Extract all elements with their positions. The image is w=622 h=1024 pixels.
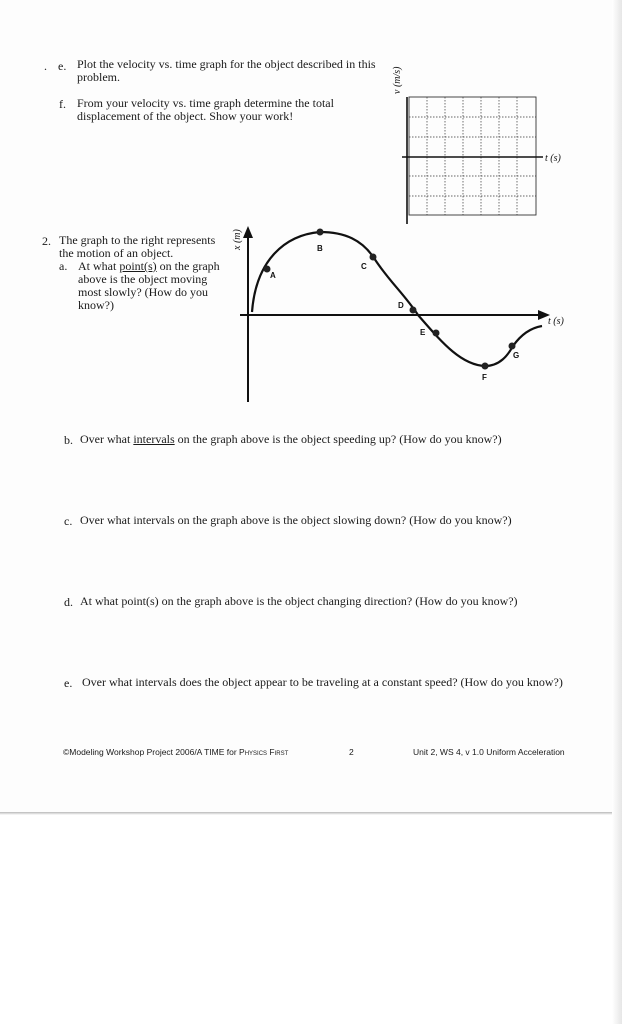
vt-y-label: v (m/s) <box>392 66 403 94</box>
q2d-marker: d. <box>64 595 73 609</box>
point-e-label: E <box>420 328 426 337</box>
q2a-line1-underlined: point(s) <box>119 259 157 273</box>
point-d-label: D <box>398 301 404 310</box>
point-c-dot <box>370 254 377 261</box>
q2a-line2: above is the object moving <box>78 272 208 286</box>
position-curve <box>252 232 542 366</box>
point-d-dot <box>410 307 417 314</box>
xt-x-label: t (s) <box>548 316 564 327</box>
bullet-dot: . <box>44 59 47 73</box>
q2a-marker: a. <box>59 259 68 273</box>
q2b-marker: b. <box>64 433 73 447</box>
q2b-post: on the graph above is the object speeding up? (How do you know?) <box>174 432 502 446</box>
q2b-pre: Over what <box>80 432 134 446</box>
point-f-dot <box>482 363 489 370</box>
q2-number: 2. <box>42 234 51 248</box>
q2-intro-line1: The graph to the right represents <box>59 233 216 247</box>
q2a-line1-pre: At what <box>78 259 120 273</box>
q2e-text: Over what intervals does the object appear to be traveling at a constant speed? (How do you know?) <box>82 675 563 689</box>
point-a-label: A <box>270 271 276 280</box>
q1f-line1: From your velocity vs. time graph determine the total <box>77 96 334 110</box>
q2c-text: Over what intervals on the graph above is the object slowing down? (How do you know?) <box>80 513 512 527</box>
footer-page-number: 2 <box>349 747 354 757</box>
q2c-marker: c. <box>64 514 73 528</box>
q2a-line4: know?) <box>78 298 114 312</box>
point-c-label: C <box>361 262 367 271</box>
footer-unit: Unit 2, WS 4, v 1.0 Uniform Acceleration <box>413 747 565 757</box>
q2a-line1-post: on the graph <box>156 259 220 273</box>
curve-points <box>264 229 520 383</box>
q2b-underlined: intervals <box>133 432 175 446</box>
point-g-dot <box>509 343 516 350</box>
q2d-text: At what point(s) on the graph above is the object changing direction? (How do you know?) <box>80 594 518 608</box>
q2a-line3: most slowly? (How do you <box>78 285 208 299</box>
footer-credit <box>63 747 288 757</box>
q2e-marker: e. <box>64 676 73 690</box>
q1e-marker: e. <box>58 59 67 73</box>
xt-y-label: x (m) <box>232 229 243 250</box>
q1f-marker: f. <box>59 97 66 111</box>
q1f-line2: displacement of the object. Show your work! <box>77 109 294 123</box>
footer-credit-pre: ©Modeling Workshop Project 2006/A TIME for <box>63 747 240 757</box>
q2b-text <box>80 433 502 446</box>
footer-credit-caps: Physics First <box>239 747 289 757</box>
point-g-label: G <box>513 351 520 360</box>
point-b-label: B <box>317 244 323 253</box>
q1e-line1: Plot the velocity vs. time graph for the object described in this <box>77 57 376 71</box>
xt-y-arrowhead <box>243 226 253 238</box>
vt-x-label: t (s) <box>545 153 561 164</box>
q2-intro-line2: the motion of an object. <box>59 246 174 260</box>
q1e-line2: problem. <box>77 70 120 84</box>
point-b-dot <box>317 229 324 236</box>
point-e-dot <box>433 330 440 337</box>
point-f-label: F <box>482 373 487 382</box>
